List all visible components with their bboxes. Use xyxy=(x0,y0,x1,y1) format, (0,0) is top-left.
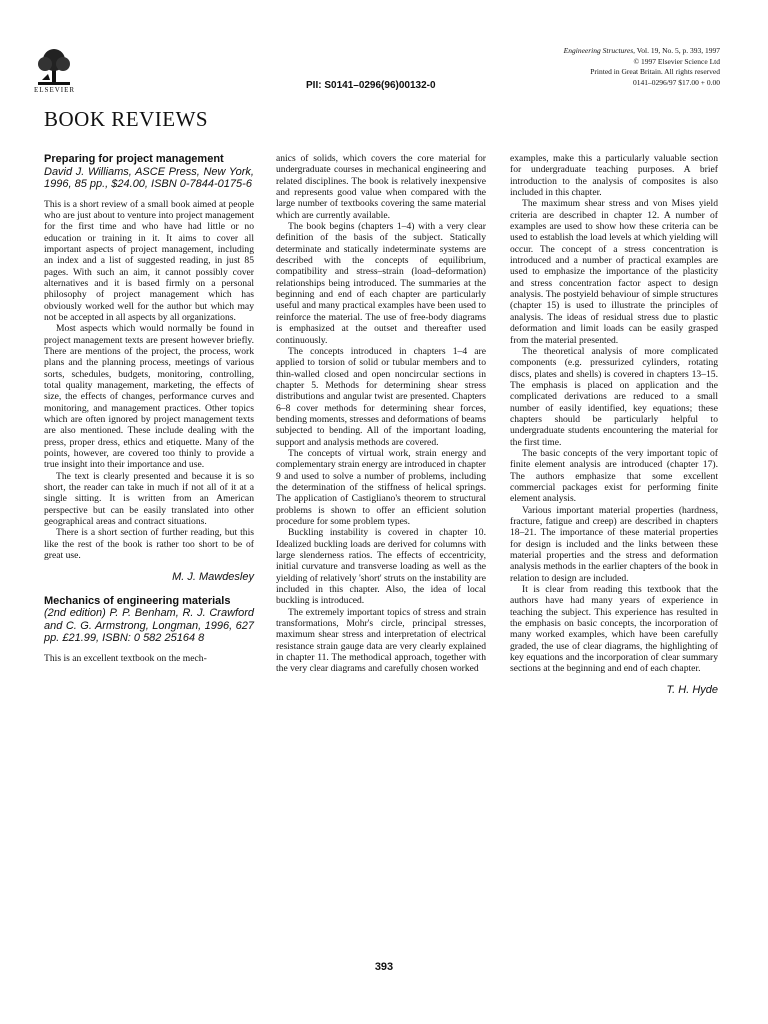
review-paragraph: There is a short section of further reading, but this like the rest of the book is rather too short to be of great use. xyxy=(44,527,254,562)
review-paragraph: Buckling instability is covered in chapter 10. Idealized buckling loads are derived for columns with large slenderness ratios. The effects of eccentricity, initial curvature and transverse loading as well as the yielding of relatively 'short' struts on the instability are included in this chapter. Also, the idea of local buckling is introduced. xyxy=(276,527,486,607)
journal-info xyxy=(564,46,720,88)
review-bibliography: David J. Williams, ASCE Press, New York, 1996, 85 pp., $24.00, ISBN 0-7844-0175-6 xyxy=(44,165,254,190)
review-paragraph: This is a short review of a small book aimed at people who are just about to venture into project management for the first time and who have had little or no education or training in it. It aims to cover all important aspects of project management, including an index and a list of suggested reading, in just 85 pages. With such an aim, it cannot possibly cover alternatives and it is based firmly on a personal philosophy of project management which has obviously worked well for the author but which may not be accepted in all aspects by all organizations. xyxy=(44,198,254,323)
pii-identifier: PII: S0141–0296(96)00132-0 xyxy=(306,80,436,91)
review-paragraph: The concepts of virtual work, strain energy and complementary strain energy are introduced in chapter 9 and used to solve a number of problems, including the determination of the stiffness of helical springs. The application of Castigliano's theorem to structural problems is shown to offer an efficient solution procedure for some problem types. xyxy=(276,447,486,527)
review-title: Preparing for project management xyxy=(44,153,224,165)
review-paragraph: The theoretical analysis of more complicated components (e.g. pressurized cylinders, rotating discs, plates and shells) is covered in chapters 13–15. The emphasis is placed on application and the complicated derivations are reduced to a small number of easily identified, key equations; these chapters should be particularly helpful to undergraduate students encountering the material for the first time. xyxy=(510,345,718,448)
journal-name: Engineering Structures, xyxy=(563,46,636,55)
review-paragraph: The maximum shear stress and von Mises yield criteria are described in chapter 12. A number of examples are used to show how these criteria can be used to establish the load levels at which yielding will occur. The concept of a stress concentration is introduced and a number of practical examples are used to emphasize the importance of the plasticity and stress concentration factor aspect to design analysis. The postyield behaviour of simple structures (chapter 15) is used to illustrate the principles of analysis. The ideas of residual stress due to plastic deformation and limit loads can be easily grasped from the material presented. xyxy=(510,198,718,346)
section-title: BOOK REVIEWS xyxy=(44,107,209,131)
reviewer-name: T. H. Hyde xyxy=(666,683,718,696)
printed-line: Printed in Great Britain. All rights reserved xyxy=(590,67,720,76)
review-paragraph: This is an excellent textbook on the mech- xyxy=(44,652,207,664)
page-number: 393 xyxy=(374,961,394,973)
copyright-line: © 1997 Elsevier Science Ltd xyxy=(633,56,720,66)
column-2 xyxy=(276,153,486,675)
review-paragraph: Most aspects which would normally be found in project management texts are present however briefly. There are mentions of the project, the process, work plans and the planning process, meetings of various sorts, schedules, budgets, monitoring, controlling, total quality management, marketing, the effects of size, the effects of changes, performance curves and monitoring, and management practices. Other topics which are often ignored by project management texts are also mentioned. These include dealing with the press, proper dress, ethics and etiquette. Many of the points, however, are covered too thinly to provide a true insight into their importance and use. xyxy=(44,323,254,471)
review-paragraph: The book begins (chapters 1–4) with a very clear definition of the basis of the subject. Statically determinate and statically indeterminate systems are described with the concepts of equilibrium, compatibility and stress–strain (load–deformation) relationships being introduced. The summaries at the beginning and end of each chapter are particularly useful and many practical examples have been used to reinforce the material. The use of free-body diagrams is emphasized at the outset and thereafter used continuously. xyxy=(276,221,486,346)
review-paragraph: The extremely important topics of stress and strain transformations, Mohr's circle, principal stresses, maximum shear stress and interpretation of electrical resistance strain gauge data are very clearly explained in chapter 11. The methodical approach, together with the very clear diagrams and carefully chosen worked xyxy=(276,606,486,675)
review-paragraph: The text is clearly presented and because it is so short, the reader can take in much if not all of it at a single sitting. It is written from an American perspective but can be easily translated into other geographical areas and contract situations. xyxy=(44,470,254,528)
publisher-name: ELSEVIER xyxy=(34,86,76,94)
issn-line: 0141–0296/97 $17.00 + 0.00 xyxy=(633,77,720,87)
review-paragraph: anics of solids, which covers the core material for undergraduate courses in mechanical engineering and related disciplines. The book is relatively inexpensive and represents good value when compared with the large number of textbooks covering the same material which are currently available. xyxy=(276,153,486,221)
reviewer-name: M. J. Mawdesley xyxy=(172,570,254,583)
review-title: Mechanics of engineering materials xyxy=(44,594,231,607)
review-paragraph: The basic concepts of the very important topic of finite element analysis are introduced (chapter 17). The authors emphasize that some excellent commercial packages exist for performing finite element analysis. xyxy=(510,447,718,505)
review-paragraph: Various important material properties (hardness, fracture, fatigue and creep) are described in chapters 18–21. The importance of these material properties for design is included and the links between these material properties and the stress and deformation analysis methods in the earlier chapters of the book in relation to design are included. xyxy=(510,504,718,584)
column-3 xyxy=(510,153,718,708)
review-paragraph: The concepts introduced in chapters 1–4 are applied to torsion of solid or tubular members and to thin-walled closed and open noncircular sections in chapter 5. Methods for determining shear stress distributions and angular twist are presented. Chapters 6–8 cover methods for determining shear forces, bending moments, stresses and deformations of beams subjected to bending. All of the important loading, support and analysis methods are covered. xyxy=(276,345,486,448)
column-1 xyxy=(44,153,254,664)
review-paragraph: It is clear from reading this textbook that the authors have had many years of experience in teaching the subject. This experience has resulted in the emphasis on basic concepts, the incorporation of many worked examples, which have been carefully graded, the use of clear diagrams, the highlighting of key equations and the incorporation of clear summary sections at the beginning and end of each chapter. xyxy=(510,584,718,675)
review-paragraph: examples, make this a particularly valuable section for undergraduate teaching purposes. A brief introduction to the analysis of composites is also included in this chapter. xyxy=(510,153,718,199)
review-bibliography: (2nd edition) P. P. Benham, R. J. Crawford and C. G. Armstrong, Longman, 1996, 627 pp. £21.99, ISBN: 0 582 25164 8 xyxy=(44,607,254,645)
journal-issue: Vol. 19, No. 5, p. 393, 1997 xyxy=(636,46,720,55)
